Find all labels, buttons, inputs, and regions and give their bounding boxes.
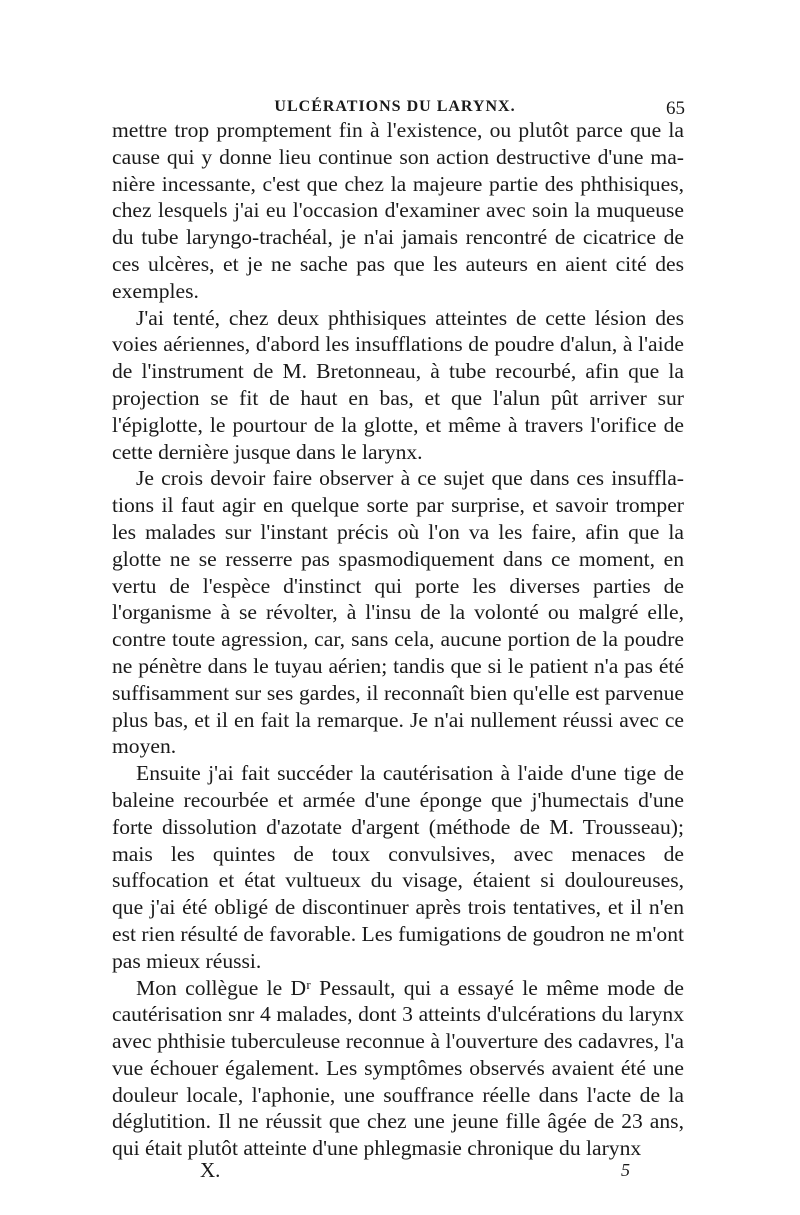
page-footer [200,1158,630,1188]
paragraph-continuation: mettre trop promptement fin à l'existence, ou plutôt parce que la cause qui y donne lieu continue son action destructive d'une manière incessante, c'est que chez la majeure partie des phthisiques, chez lesquels j'ai eu l'occasion d'examiner avec soin la muqueuse du tube laryngo-trachéal, je n'ai jamais rencontré de cicatrice de ces ulcères, et je ne sache pas que les auteurs en aient cité des exemples. [112,118,684,303]
paragraph-observation: Je crois devoir faire observer à ce sujet que dans ces insufflations il faut agir en quelque sorte par surprise, et savoir tromper les malades sur l'instant précis où l'on va les faire, afin que la glotte ne se resserre pas spasmodiquement dans ce moment, en vertu de l'espèce d'instinct qui porte les diverses parties de l'organisme à se révolter, à l'insu de la volonté ou malgré elle, contre toute agression, car, sans cela, aucune portion de la poudre ne pénètre dans le tuyau aérien; tandis que si le patient n'a pas été suffisamment sur ses gardes, il reconnaît bien qu'elle est parvenue plus bas, et il en fait la remarque. Je n'ai nullement réussi avec ce moyen. [112,466,684,759]
page-number: 65 [666,98,685,119]
body-text [112,117,684,1162]
signature-mark: X. [200,1158,221,1182]
signature-number: 5 [621,1160,630,1180]
running-title: ULCÉRATIONS DU LARYNX. [274,98,516,115]
paragraph-insufflations: J'ai tenté, chez deux phthisiques atteintes de cette lésion des voies aériennes, d'abord les insufflations de poudre d'alun, à l'aide de l'instrument de M. Bretonneau, à tube recourbé, afin que la projection se fit de haut en bas, et que l'alun pût arriver sur l'épiglotte, le pourtour de la glotte, et même à travers l'orifice de cette dernière jusque dans le larynx. [112,305,684,464]
paragraph-pessault: Mon collègue le Dʳ Pessault, qui a essayé le même mode de cautérisation snr 4 malades, dont 3 atteints d'ulcérations du larynx avec phthisie tuberculeuse reconnue à l'ouverture des cadavres, l'a vue échouer également. Les symptômes observés avaient été une douleur locale, l'aphonie, une souffrance réelle dans l'acte de la déglutition. Il ne réussit que chez une jeune fille âgée de 23 ans, qui était plutôt atteinte d'une phlegmasie chronique du larynx [112,975,684,1161]
paragraph-cauterisation: Ensuite j'ai fait succéder la cautérisation à l'aide d'une tige de baleine recourbée et armée d'une éponge que j'humectais d'une forte dissolution d'azotate d'argent (méthode de M. Trousseau); mais les quintes de toux convulsives, avec menaces de suffocation et état vultueux du visage, étaient si douloureuses, que j'ai été obligé de discontinuer après trois tentatives, et il n'en est rien résulté de favorable. Les fumigations de goudron ne m'ont pas mieux réussi. [112,761,684,973]
